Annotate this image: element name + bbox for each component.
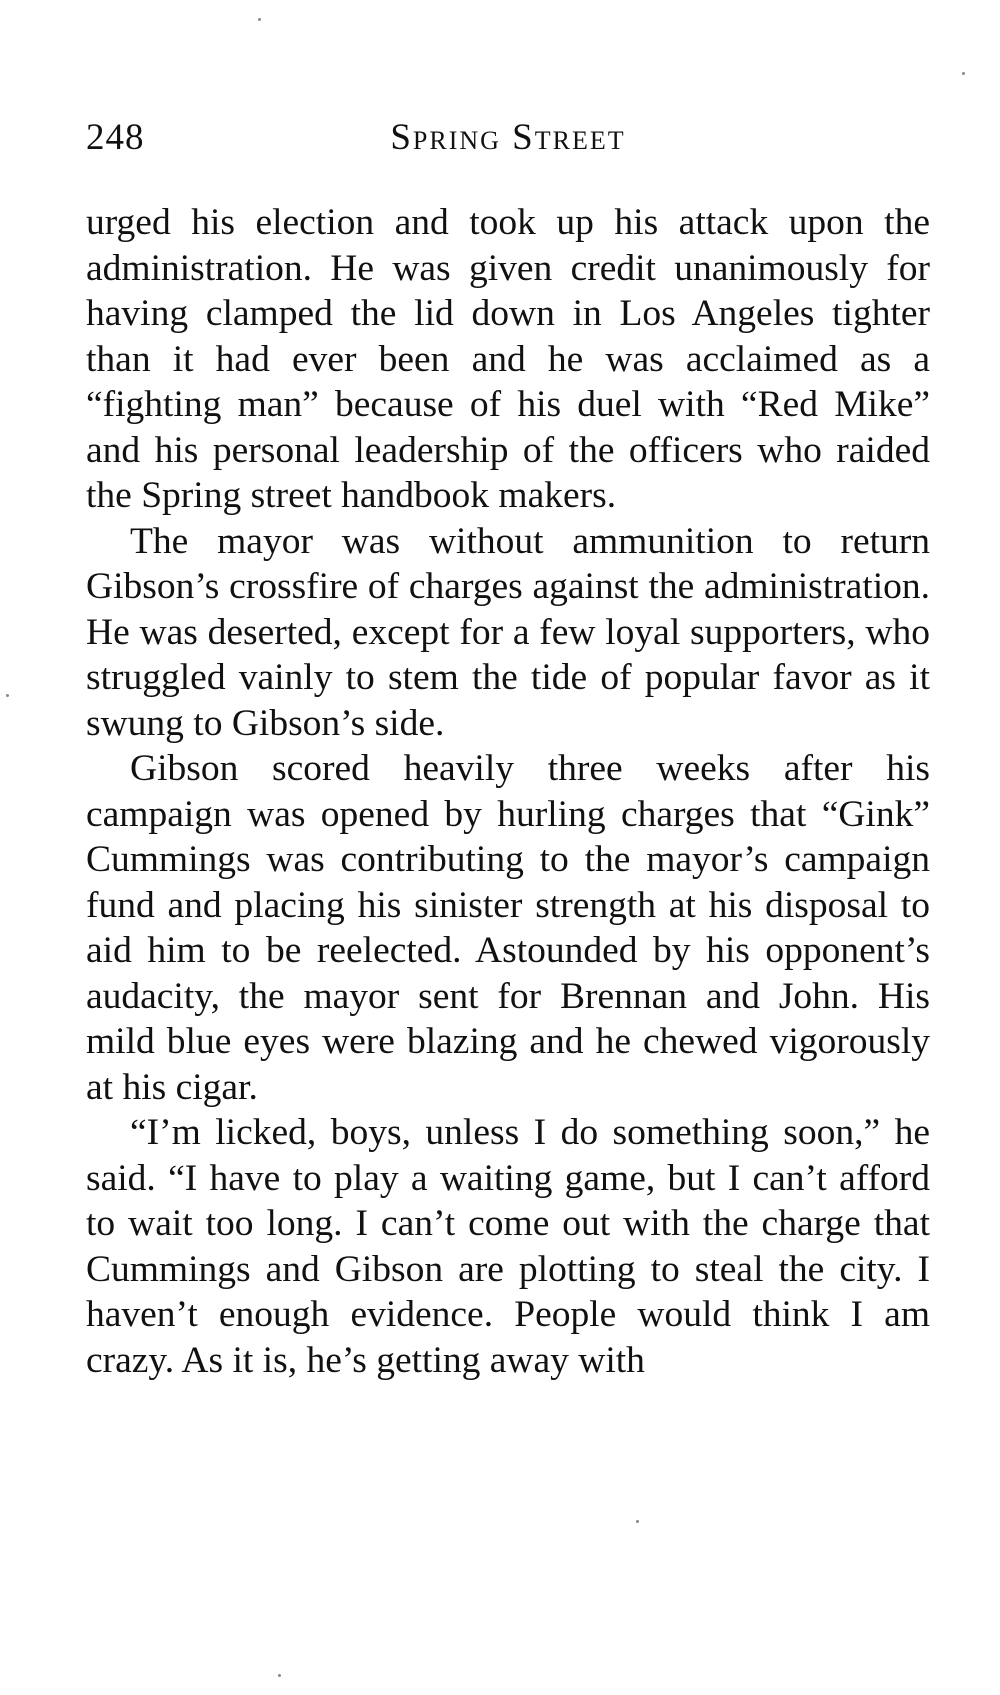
paragraph-4: “I’m licked, boys, unless I do something soon,” he said. “I have to play a waiting game, but I can’t afford to wait too long. I can’t come out with the charge that Cummings and Gibson are plotting to steal the city. I haven’t enough evidence. People would think I am crazy. As it is, he’s getting away with [86, 1112, 930, 1381]
scan-speck-left [6, 694, 9, 697]
scan-speck-right [962, 72, 965, 75]
scan-speck-bottom-left [278, 1674, 281, 1677]
scan-speck-bottom [636, 1520, 639, 1523]
body-text [86, 200, 930, 1383]
paragraph-3: Gibson scored heavily three weeks after his campaign was opened by hurling charges that “Gink” Cummings was contributing to the mayor’s campaign fund and placing his sinister strength at his disposal to aid him to be reelected. Astounded by his opponent’s audacity, the mayor sent for Brennan and John. His mild blue eyes were blazing and he chewed vigorously at his cigar. [86, 748, 930, 1108]
paragraph-2: The mayor was without ammunition to return Gibson’s crossfire of charges against the administration. He was deserted, except for a few loyal supporters, who struggled vainly to stem the tide of popular favor as it swung to Gibson’s side. [86, 520, 930, 744]
page-number: 248 [86, 117, 145, 158]
paragraph-1: urged his election and took up his attack upon the administration. He was given credit unanimously for having clamped the lid down in Los Angeles tighter than it had ever been and he was acclaimed as a “fighting man” because of his duel with “Red Mike” and his personal leadership of the officers who raided the Spring street handbook makers. [86, 202, 930, 516]
page-header [86, 116, 930, 166]
scan-speck-top [258, 18, 261, 21]
running-title: Spring Street [390, 117, 626, 158]
